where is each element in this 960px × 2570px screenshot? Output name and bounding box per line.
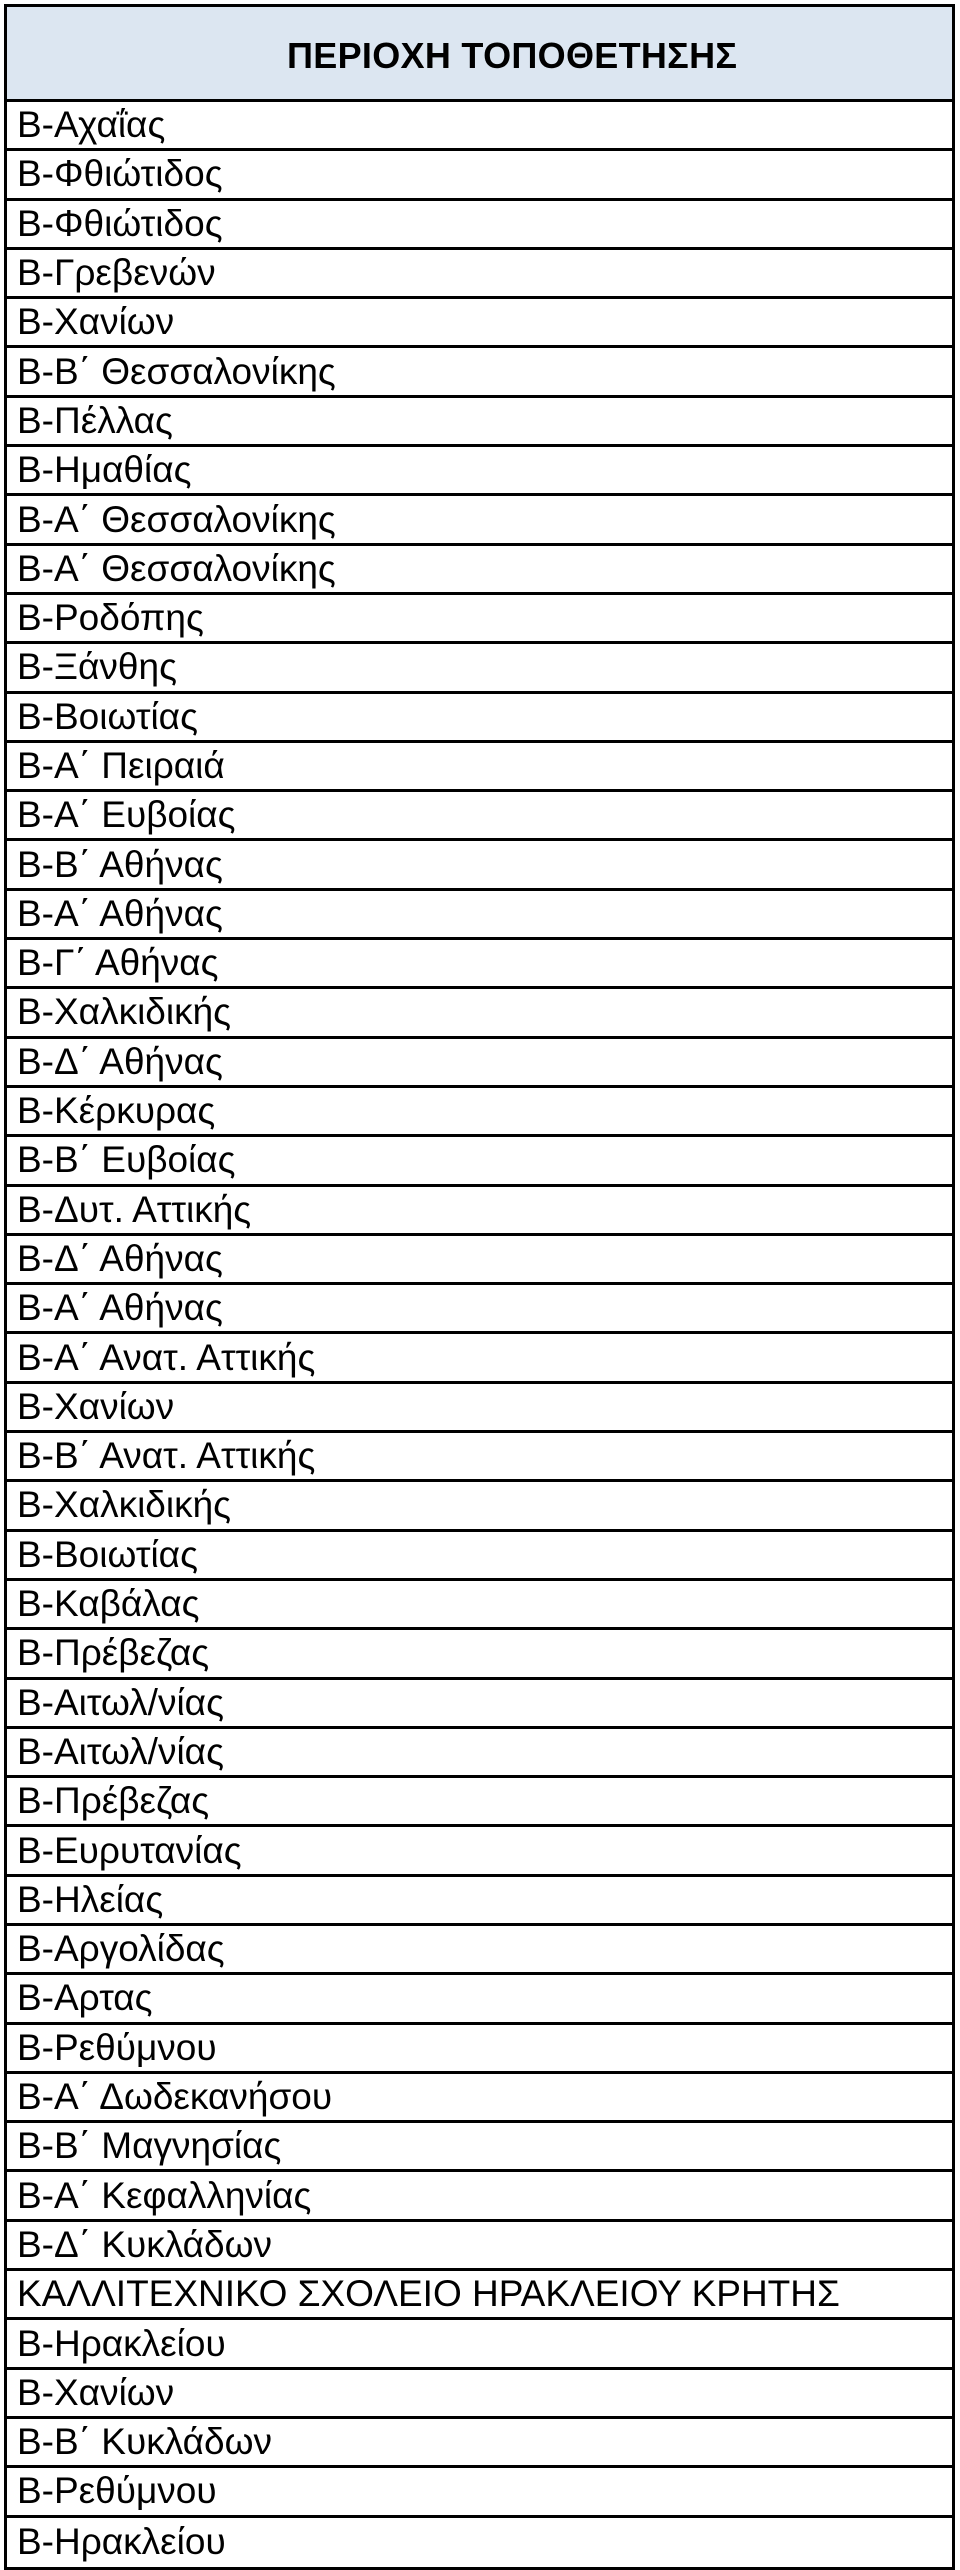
table-row: Β-Ξάνθης [7, 644, 952, 693]
table-row: Β-Δ΄ Κυκλάδων [7, 2222, 952, 2271]
table-row: Β-Πέλλας [7, 398, 952, 447]
table-row: Β-Δυτ. Αττικής [7, 1187, 952, 1236]
table-row: Β-Χαλκιδικής [7, 1482, 952, 1531]
table-row: Β-Α΄ Θεσσαλονίκης [7, 546, 952, 595]
table-row: Β-Β΄ Κυκλάδων [7, 2419, 952, 2468]
table-row: Β-Ηρακλείου [17, 2521, 226, 2563]
table-row: Β-Αργολίδας [7, 1926, 952, 1975]
table-row: Β-Αρτας [7, 1975, 952, 2024]
table-row: ΚΑΛΛΙΤΕΧΝΙΚΟ ΣΧΟΛΕΙΟ ΗΡΑΚΛΕΙΟΥ ΚΡΗΤΗΣ [7, 2271, 952, 2320]
table-row: Β-Πρέβεζας [7, 1630, 952, 1679]
table-row: Β-Β΄ Θεσσαλονίκης [7, 348, 952, 397]
table-row: Β-Βοιωτίας [7, 694, 952, 743]
table-row: Β-Φθιώτιδος [7, 201, 952, 250]
table-row: Β-Ηλείας [7, 1877, 952, 1926]
table-row: Β-Α΄ Κεφαλληνίας [7, 2172, 952, 2221]
table-row: Β-Γρεβενών [7, 250, 952, 299]
table-row: Β-Αχαΐας [7, 102, 952, 151]
table-body [7, 102, 952, 2567]
table-row: Β-Ημαθίας [7, 447, 952, 496]
table-row: Β-Χανίων [7, 1384, 952, 1433]
placement-area-table [4, 4, 955, 2570]
table-row: Β-Β΄ Αθήνας [7, 841, 952, 890]
table-row: Β-Α΄ Ευβοίας [7, 792, 952, 841]
table-row: Β-Ροδόπης [7, 595, 952, 644]
table-row: Β-Α΄ Δωδεκανήσου [7, 2074, 952, 2123]
table-row: Β-Ρεθύμνου [7, 2468, 952, 2517]
table-row: Β-Κέρκυρας [7, 1088, 952, 1137]
table-row: Β-Χαλκιδικής [7, 989, 952, 1038]
table-row: Β-Αιτωλ/νίας [7, 1680, 952, 1729]
table-row: Β-Ηρακλείου [7, 2320, 952, 2369]
table-row: Β-Βοιωτίας [7, 1532, 952, 1581]
table-row: Β-Αιτωλ/νίας [7, 1729, 952, 1778]
table-row: Β-Γ΄ Αθήνας [7, 940, 952, 989]
table-row: Β-Β΄ Μαγνησίας [7, 2123, 952, 2172]
table-row: Β-Α΄ Ανατ. Αττικής [7, 1334, 952, 1383]
table-row: Β-Α΄ Αθήνας [7, 891, 952, 940]
table-row: Β-Β΄ Ευβοίας [7, 1137, 952, 1186]
table-row: Β-Ευρυτανίας [7, 1827, 952, 1876]
table-row: Β-Β΄ Ανατ. Αττικής [7, 1433, 952, 1482]
table-row: Β-Α΄ Αθήνας [7, 1285, 952, 1334]
table-row: Β-Καβάλας [7, 1581, 952, 1630]
table-row: Β-Φθιώτιδος [7, 151, 952, 200]
table-row: Β-Χανίων [7, 299, 952, 348]
column-header [7, 7, 952, 102]
column-header-label: ΠΕΡΙΟΧΗ ΤΟΠΟΘΕΤΗΣΗΣ [287, 35, 738, 76]
table-row: Β-Α΄ Θεσσαλονίκης [7, 496, 952, 545]
table-row: Β-Χανίων [7, 2370, 952, 2419]
table-row: Β-Πρέβεζας [7, 1778, 952, 1827]
table-row: Β-Δ΄ Αθήνας [7, 1236, 952, 1285]
table-row: Β-Ρεθύμνου [7, 2025, 952, 2074]
table-row: Β-Δ΄ Αθήνας [7, 1039, 952, 1088]
table-row: Β-Α΄ Πειραιά [7, 743, 952, 792]
